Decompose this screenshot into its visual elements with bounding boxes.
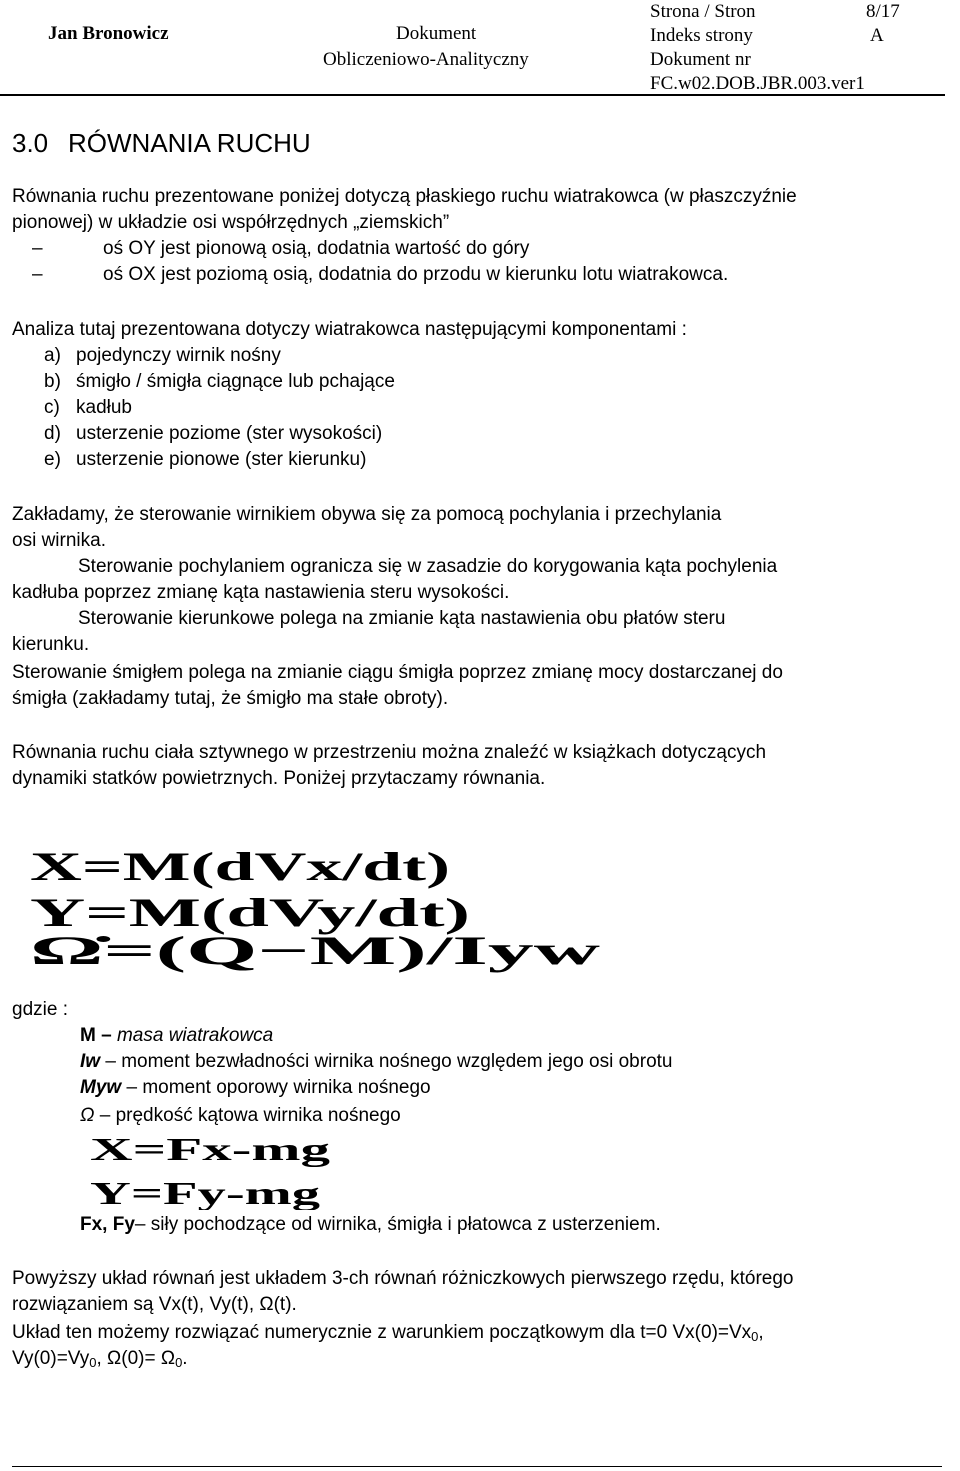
control-line-5: Sterowanie kierunkowe polega na zmianie kąta nastawienia obu płatów steru — [78, 608, 726, 629]
definition-myw: Myw – moment oporowy wirnika nośnego — [80, 1077, 431, 1098]
list-item: b) śmigło / śmigła ciągnące lub pchające — [44, 371, 395, 392]
author: Jan Bronowicz — [48, 23, 169, 44]
closing-line-3: Układ ten możemy rozwiązać numerycznie z warunkiem początkowym dla t=0 $Vx(0)=Vx_0$, — [12, 1322, 764, 1344]
section-heading — [12, 126, 311, 160]
list-item: d) usterzenie poziome (ster wysokości) — [44, 423, 383, 444]
definition-omega: Ω – prędkość kątowa wirnika nośnego — [80, 1105, 401, 1126]
definition-iw: Iw – moment bezwładności wirnika nośnego względem jego osi obrotu — [80, 1051, 673, 1072]
docnr-label: Dokument nr — [650, 49, 751, 70]
control-line-2: osi wirnika. — [12, 530, 106, 551]
index-value: A — [870, 25, 884, 46]
rigid-line-2: dynamiki statków powietrznych. Poniżej przytaczamy równania. — [12, 768, 546, 789]
doc-type: Dokument — [396, 23, 477, 44]
equations-image — [0, 838, 640, 978]
control-line-1: Zakładamy, że sterowanie wirnikiem obywa się za pomocą pochylania i przechylania — [12, 504, 722, 525]
equation-1: X=M(dVx/dt) — [30, 844, 450, 889]
equation-y: Y=Fy-mg — [90, 1175, 320, 1210]
bullet-oy: oś OY jest pionową osią, dodatnia wartość do góry — [103, 238, 530, 259]
intro-line-1: Równania ruchu prezentowane poniżej dotyczą płaskiego ruchu wiatrakowca (w płaszczyźnie — [12, 186, 797, 207]
list-item: a) pojedynczy wirnik nośny — [44, 345, 281, 366]
page-number: 8/17 — [866, 1, 900, 22]
closing-line-1: Powyższy układ równań jest układem 3-ch równań różniczkowych pierwszego rzędu, którego — [12, 1268, 794, 1289]
intro-line-2: pionowej) w układzie osi współrzędnych „ziemskich” — [12, 212, 450, 233]
doc-type-subtitle: Obliczeniowo-Analityczny — [323, 49, 529, 70]
list-item: e) usterzenie pionowe (ster kierunku) — [44, 449, 367, 470]
components-lead: Analiza tutaj prezentowana dotyczy wiatrakowca następującymi komponentami : — [12, 319, 687, 340]
control-line-3: Sterowanie pochylaniem ogranicza się w zasadzie do korygowania kąta pochylenia — [78, 556, 778, 577]
control-line-4: kadłuba poprzez zmianę kąta nastawienia steru wysokości. — [12, 582, 510, 603]
equation-x: X=Fx-mg — [90, 1131, 330, 1167]
dash-icon: – — [32, 238, 43, 259]
equation-3: Ω̇=(Q−M)/Iyw — [30, 928, 601, 973]
closing-line-4: $Vy(0)=Vy_0$, $\Omega(0)= \Omega_0$. — [12, 1348, 188, 1370]
dash-icon: – — [32, 264, 43, 285]
control-line-6: kierunku. — [12, 634, 90, 655]
where-label: gdzie : — [12, 999, 68, 1020]
section-title: RÓWNANIA RUCHU — [68, 128, 311, 158]
force-equations-image — [80, 1130, 380, 1210]
definition-m: M – masa wiatrakowca — [80, 1025, 274, 1046]
footer-divider — [12, 1466, 942, 1467]
page-header — [0, 0, 960, 96]
section-number: 3.0 — [12, 128, 49, 158]
equation-2: Y=M(dVy/dt) — [30, 890, 470, 935]
control-line-7: Sterowanie śmigłem polega na zmianie ciągu śmigła poprzez zmianę mocy dostarczanej do — [12, 662, 783, 683]
list-item: c) kadłub — [44, 397, 132, 418]
rigid-line-1: Równania ruchu ciała sztywnego w przestrzeniu można znaleźć w książkach dotyczących — [12, 742, 767, 763]
index-label: Indeks strony — [650, 25, 753, 46]
header-divider — [0, 94, 945, 96]
closing-line-2: rozwiązaniem są Vx(t), Vy(t), Ω(t). — [12, 1294, 297, 1315]
control-line-8: śmigła (zakładamy tutaj, że śmigło ma stałe obroty). — [12, 688, 449, 709]
definition-forces: Fx, Fy– siły pochodzące od wirnika, śmigła i płatowca z usterzeniem. — [80, 1214, 661, 1235]
bullet-ox: oś OX jest poziomą osią, dodatnia do przodu w kierunku lotu wiatrakowca. — [103, 264, 729, 285]
docnr-value: FC.w02.DOB.JBR.003.ver1 — [650, 73, 865, 94]
page-label: Strona / Stron — [650, 1, 756, 22]
